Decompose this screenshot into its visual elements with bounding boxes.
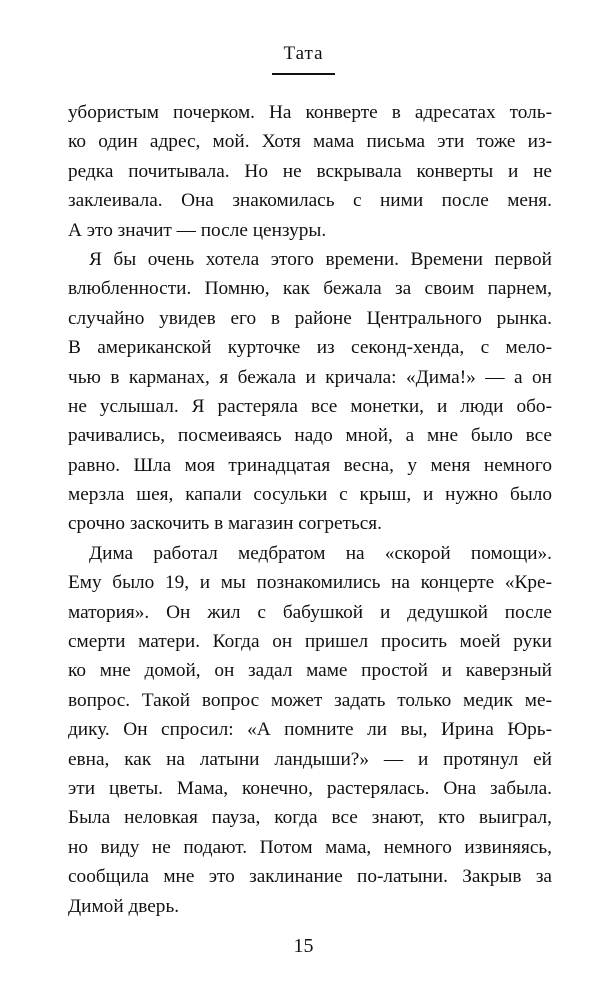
- text-line: влюбленности. Помню, как бежала за своим парнем,: [68, 278, 552, 300]
- text-line: эти цветы. Мама, конечно, растерялась. Она забыла.: [68, 777, 552, 799]
- text-line: чью в карманах, я бежала и кричала: «Дима!» — а он: [68, 366, 552, 388]
- text-line: не услышал. Я растеряла все монетки, и люди обо-: [68, 395, 552, 417]
- body-text: [68, 98, 552, 921]
- text-line: но виду не подают. Потом мама, немного извиняясь,: [68, 836, 552, 858]
- text-line: евна, как на латыни ландыши?» — и протянул ей: [68, 748, 552, 770]
- text-line: срочно заскочить в магазин согреться.: [68, 513, 382, 535]
- text-line: ко один адрес, мой. Хотя мама письма эти тоже из-: [68, 131, 552, 153]
- text-line: сообщила мне это заклинание по-латыни. Закрыв за: [68, 866, 552, 888]
- text-line: А это значит — после цензуры.: [68, 219, 327, 241]
- header-rule: [272, 73, 335, 75]
- text-line: смерти матери. Когда он пришел просить моей руки: [68, 631, 552, 653]
- text-line: дику. Он спросил: «А помните ли вы, Ирина Юрь-: [68, 719, 552, 741]
- text-line: редка почитывала. Но не вскрывала конверты и не: [68, 160, 552, 182]
- text-line: убористым почерком. На конверте в адресатах толь-: [68, 102, 552, 123]
- running-header: Тата: [283, 43, 324, 64]
- text-line: рачивались, посмеиваясь надо мной, а мне было все: [68, 425, 552, 447]
- text-line: заклеивала. Она знакомилась с ними после меня.: [68, 190, 552, 212]
- text-line: матория». Он жил с бабушкой и дедушкой после: [68, 601, 552, 623]
- page-number: 15: [293, 935, 314, 957]
- text-line: вопрос. Такой вопрос может задать только медик ме-: [68, 689, 552, 711]
- text-line: В американской курточке из секонд-хенда, с мело-: [68, 337, 552, 359]
- text-line: Была неловкая пауза, когда все знают, кто выиграл,: [68, 807, 552, 829]
- text-line: мерзла шея, капали сосульки с крыш, и нужно было: [68, 484, 552, 506]
- text-line: равно. Шла моя тринадцатая весна, у меня немного: [68, 454, 552, 476]
- text-line: Ему было 19, и мы познакомились на концерте «Кре-: [68, 572, 552, 594]
- text-line: случайно увидев его в районе Центрального рынка.: [68, 307, 552, 329]
- text-line: Я бы очень хотела этого времени. Времени первой: [89, 248, 552, 270]
- text-line: Димой дверь.: [68, 895, 180, 917]
- text-line: ко мне домой, он задал маме простой и каверзный: [68, 660, 552, 682]
- text-line: Дима работал медбратом на «скорой помощи».: [89, 542, 552, 564]
